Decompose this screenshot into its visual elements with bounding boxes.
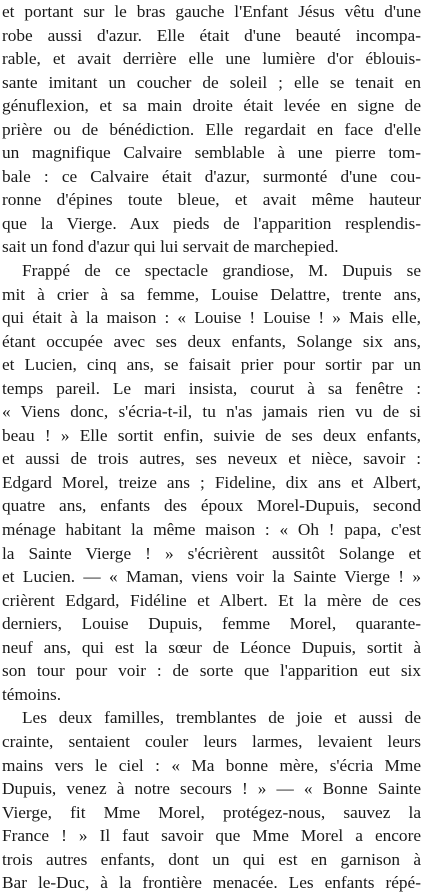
text-line: et portant sur le bras gauche l'Enfant Jésus vêtu d'une [2,2,421,21]
text-line: son tour pour voir : de sorte que l'apparition eut six [2,661,421,681]
text-line: mains vers le ciel : « Ma bonne mère, s'écria Mme [2,755,421,775]
text-line: que la Vierge. Aux pieds de l'apparition resplendis- [2,213,421,233]
text-line: sait un fond d'azur qui lui servait de marchepied. [2,237,339,257]
text-line: et aussi de trois autres, ses neveux et nièce, savoir : [2,449,421,469]
text-line: bale : ce Calvaire était d'azur, surmonté d'une cou- [2,166,421,186]
text-line: Bar le-Duc, à la frontière menacée. Les enfants répé- [2,873,421,893]
text-line: neuf ans, qui est la sœur de Léonce Dupuis, sortit à [2,637,421,657]
text-line: génuflexion, et sa main droite était levée en signe de [2,96,421,116]
text-line: ronne d'épines toute bleue, et avait même hauteur [2,190,421,210]
text-line: sante imitant un coucher de soleil ; elle se tenait en [2,72,421,92]
text-line: mit à crier à sa femme, Louise Delattre, trente ans, [2,284,421,304]
text-line: « Viens donc, s'écria-t-il, tu n'as jamais rien vu de si [2,402,421,422]
text-line: étant occupée avec ses deux enfants, Solange six ans, [2,331,421,351]
text-line: rable, et avait derrière elle une lumière d'or éblouis- [2,49,421,69]
text-line: témoins. [2,684,62,704]
text-line: prière ou de bénédiction. Elle regardait en face d'elle [2,119,421,139]
text-line: robe aussi d'azur. Elle était d'une beauté incompa- [2,25,421,45]
text-line: Frappé de ce spectacle grandiose, M. Dupuis se [22,261,421,281]
body-text [2,0,421,895]
text-line: qui était à la maison : « Louise ! Louise ! » Mais elle, [2,308,421,328]
text-line: et Lucien, cinq ans, se faisait prier pour sortir par un [2,355,421,375]
text-line: Vierge, fit Mme Morel, protégez-nous, sauvez la [2,802,421,822]
text-line: trois autres enfants, dont un qui est en garnison à [2,849,421,869]
text-line: et Lucien. — « Maman, viens voir la Sainte Vierge ! » [2,567,421,587]
text-line: beau ! » Elle sortit enfin, suivie de ses deux enfants, [2,425,421,445]
text-line: derniers, Louise Dupuis, femme Morel, quarante- [2,614,421,634]
text-line: Edgard Morel, treize ans ; Fideline, dix ans et Albert, [2,472,421,492]
text-line: crièrent Edgard, Fidéline et Albert. Et la mère de ces [2,590,421,610]
text-line: temps pareil. Le mari insista, courut à sa fenêtre : [2,378,421,398]
text-line: Dupuis, venez à notre secours ! » — « Bonne Sainte [2,779,421,799]
text-line: un magnifique Calvaire semblable à une pierre tom- [2,143,421,163]
text-line: quatre ans, enfants des époux Morel-Dupuis, second [2,496,421,516]
text-line: France ! » Il faut savoir que Mme Morel a encore [2,826,421,846]
text-line: la Sainte Vierge ! » s'écrièrent aussitôt Solange et [2,543,421,563]
text-line: ménage habitant la même maison : « Oh ! papa, c'est [2,520,421,540]
text-line: crainte, sentaient couler leurs larmes, levaient leurs [2,731,421,751]
text-line: Les deux familles, tremblantes de joie et aussi de [22,708,421,728]
